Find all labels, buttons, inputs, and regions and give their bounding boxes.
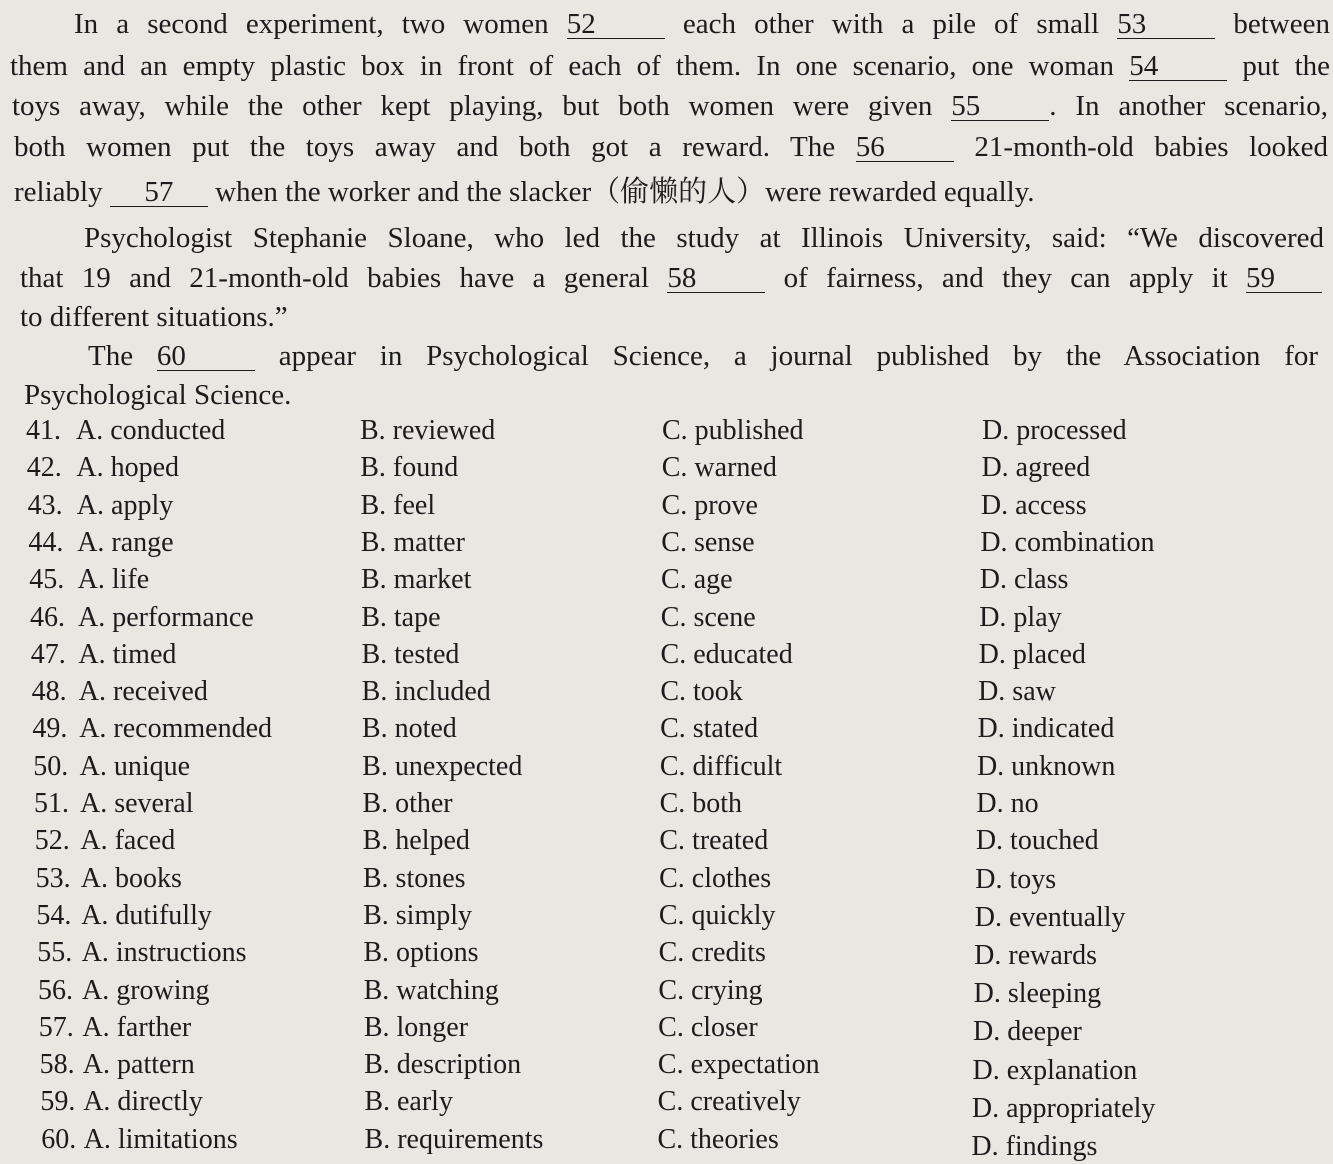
option-a: A. directly [83, 1086, 203, 1118]
option-d: D. toys [975, 863, 1057, 895]
p2-line-1: Psychologist Stephanie Sloane, who led the study at Illinois University, said: “We discovered [84, 222, 1324, 254]
option-d: D. placed [978, 638, 1086, 670]
blank-57: 57 [110, 178, 208, 207]
option-b: B. found [360, 452, 459, 484]
option-c: C. warned [661, 452, 777, 484]
option-a: A. life [77, 564, 150, 596]
question-number: 45. [29, 564, 65, 596]
option-a: A. unique [79, 750, 191, 782]
option-d: D. findings [971, 1130, 1098, 1162]
question-number: 51. [34, 788, 69, 819]
option-d: D. processed [982, 415, 1127, 446]
blank-59: 59 [1246, 264, 1322, 293]
option-a: A. apply [76, 489, 174, 521]
option-d: D. play [979, 601, 1062, 633]
option-b: B. longer [363, 1011, 469, 1043]
option-d: D. eventually [974, 901, 1126, 933]
question-number: 44. [28, 526, 64, 558]
question-number: 47. [30, 638, 66, 670]
question-number: 60. [41, 1123, 77, 1155]
option-b: B. requirements [364, 1123, 544, 1155]
question-number: 58. [39, 1049, 75, 1081]
option-d: D. touched [975, 825, 1099, 857]
option-a: A. books [80, 862, 182, 894]
option-a: A. timed [78, 638, 177, 670]
option-c: C. credits [658, 937, 766, 969]
option-b: B. matter [360, 526, 465, 558]
option-c: C. difficult [659, 750, 783, 782]
option-d: D. access [980, 489, 1087, 521]
question-number: 46. [30, 601, 65, 633]
question-number: 59. [40, 1086, 76, 1118]
option-c: C. treated [659, 825, 769, 857]
option-b: B. included [361, 676, 491, 708]
blank-60: 60 [157, 342, 255, 371]
blank-52: 52 [567, 10, 665, 39]
option-c: C. quickly [658, 899, 776, 931]
option-b: B. unexpected [362, 750, 523, 782]
question-number: 53. [35, 862, 71, 894]
option-b: B. tape [361, 601, 441, 633]
option-d: D. agreed [981, 452, 1091, 484]
question-number: 43. [27, 489, 63, 521]
option-c: C. crying [658, 974, 763, 1006]
option-a: A. limitations [83, 1123, 238, 1155]
option-c: C. clothes [659, 862, 772, 894]
p3-line-2: Psychological Science. [24, 379, 292, 411]
option-c: C. published [662, 415, 804, 446]
p2-line-3: to different situations.” [20, 301, 288, 333]
option-d: D. unknown [976, 750, 1116, 782]
option-a: A. performance [78, 601, 254, 633]
p1-line-1: In a second experiment, two women 52 each other with a pile of small 53 between [74, 8, 1330, 40]
option-a: A. recommended [79, 713, 273, 745]
option-a: A. faced [80, 825, 176, 857]
option-d: D. indicated [977, 713, 1115, 745]
option-d: D. saw [978, 676, 1056, 708]
p1-line-4: both women put the toys away and both got a reward. The 56 21-month-old babies looked [14, 131, 1328, 163]
option-b: B. options [363, 937, 479, 969]
option-b: B. other [362, 788, 453, 819]
option-b: B. market [360, 564, 472, 596]
option-b: B. stones [362, 862, 466, 894]
option-d: D. combination [980, 526, 1155, 558]
option-a: A. hoped [76, 452, 180, 484]
blank-53: 53 [1117, 10, 1215, 39]
option-a: A. growing [82, 974, 210, 1006]
question-number: 54. [36, 899, 72, 931]
option-c: C. took [660, 676, 743, 708]
option-d: D. class [979, 564, 1069, 596]
blank-55: 55 [951, 92, 1049, 121]
option-b: B. simply [363, 899, 473, 931]
option-a: A. pattern [82, 1049, 195, 1081]
option-c: C. scene [660, 601, 756, 633]
option-c: C. age [661, 564, 733, 596]
option-c: C. expectation [657, 1049, 820, 1081]
option-d: D. rewards [974, 939, 1097, 971]
option-a: A. farther [82, 1011, 192, 1043]
question-number: 41. [26, 415, 61, 446]
p2-line-2: that 19 and 21-month-old babies have a general 58 of fairness, and they can apply it 59 [20, 258, 1322, 298]
question-number: 57. [38, 1011, 74, 1043]
option-c: C. sense [661, 526, 755, 558]
option-b: B. noted [361, 713, 457, 745]
option-a: A. conducted [76, 415, 226, 446]
option-d: D. sleeping [973, 978, 1102, 1010]
blank-54: 54 [1129, 52, 1227, 81]
question-number: 50. [33, 750, 69, 782]
question-number: 55. [37, 937, 73, 969]
blank-58: 58 [667, 264, 765, 293]
option-a: A. dutifully [81, 899, 212, 931]
option-c: C. closer [658, 1011, 758, 1043]
p1-line-5: reliably 57 when the worker and the slacker（偷懒的人）were rewarded equally. [14, 176, 1035, 208]
question-number: 42. [26, 452, 62, 484]
option-b: B. feel [360, 489, 436, 521]
option-a: A. instructions [81, 937, 247, 969]
option-d: D. no [976, 788, 1039, 819]
option-b: B. description [364, 1049, 522, 1081]
option-c: C. educated [660, 638, 793, 670]
option-c: C. theories [657, 1123, 779, 1155]
option-b: B. early [364, 1086, 453, 1118]
option-d: D. appropriately [971, 1092, 1156, 1124]
p3-line-1: The 60 appear in Psychological Science, a journal published by the Association for [88, 340, 1319, 372]
question-number: 49. [32, 713, 68, 745]
p1-line-2: them and an empty plastic box in front of each of them. In one scenario, one woman 54 put the [10, 50, 1330, 82]
option-a: A. several [80, 788, 194, 819]
blank-56: 56 [856, 133, 954, 162]
option-c: C. prove [661, 489, 758, 521]
option-c: C. both [659, 788, 743, 819]
question-number: 52. [34, 825, 70, 857]
option-b: B. helped [362, 825, 470, 857]
option-b: B. tested [361, 638, 460, 670]
option-a: A. range [77, 526, 174, 558]
option-a: A. received [78, 676, 208, 708]
question-number: 56. [38, 974, 73, 1006]
option-d: D. explanation [972, 1054, 1138, 1086]
option-c: C. stated [660, 713, 759, 745]
option-c: C. creatively [657, 1086, 801, 1118]
p1-line-3: toys away, while the other kept playing, but both women were given 55 . In another scenario, [12, 90, 1329, 122]
question-number: 48. [31, 676, 67, 708]
option-b: B. watching [363, 974, 499, 1006]
option-b: B. reviewed [360, 415, 496, 446]
option-d: D. deeper [973, 1016, 1082, 1048]
